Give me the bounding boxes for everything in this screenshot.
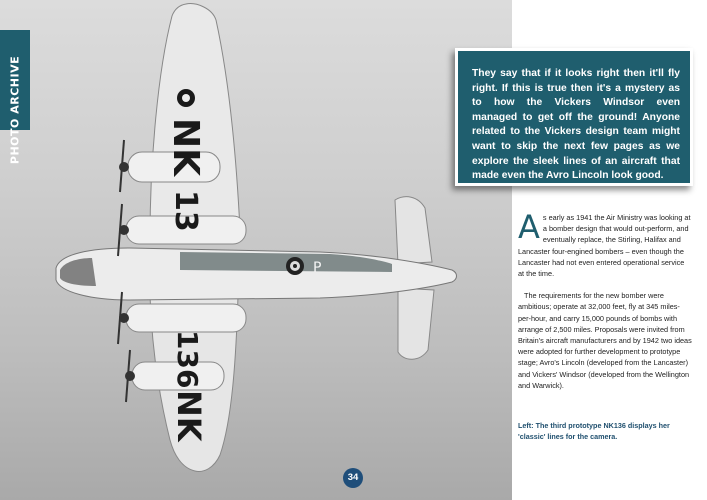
body-text [518, 208, 692, 402]
upper-wing-serial: 13 [168, 190, 203, 232]
photo-caption: Left: The third prototype NK136 displays her 'classic' lines for the camera. [518, 421, 670, 441]
upper-wing-code: NK [165, 118, 206, 177]
page-number: 34 [343, 468, 363, 488]
intro-text: They say that if it looks right then it'll fly right. If this is true then it's a mystery as to how the Vickers Windsor even managed to get off the ground! Anyone related to the Vickers design team might want to skip the next few pages as we explore the sleek lines of an aircraft that made even the Avro Lincoln look good. [472, 68, 680, 182]
lower-wing-code: NK [170, 390, 208, 442]
body-paragraph-1-text: s early as 1941 the Air Ministry was looking at a bomber design that would out-perform, and eventually replace, the Stirling, Halifax and Lancaster four-engined bombers – even though the Lancaster had not even entered operational service at the time. [518, 213, 691, 279]
section-tab-label: PHOTO ARCHIVE [8, 55, 22, 165]
body-paragraph-1 [518, 208, 692, 279]
intro-box [455, 48, 693, 186]
lower-wing-serial: 136 [171, 330, 204, 389]
tail-lower [398, 288, 434, 359]
section-tab [0, 30, 30, 165]
drop-cap: A [518, 208, 540, 246]
nacelle-lower-inner [126, 304, 246, 332]
body-paragraph-2: The requirements for the new bomber were ambitious; operate at 32,000 feet, fly at 345 miles-per-hour, and carry 15,000 pounds of bombs with arrange of 2,500 miles. Proposals were invited from Britain's aircraft manufacturers and by 1942 two ideas were adopted for further development to prototype stage; Avro's Lincoln (developed from the Lancaster) and Vickers' Windsor (developed from the Wellington and Warwick). [518, 291, 692, 390]
fuselage-letter: P [313, 260, 322, 276]
tail-upper [395, 197, 432, 264]
